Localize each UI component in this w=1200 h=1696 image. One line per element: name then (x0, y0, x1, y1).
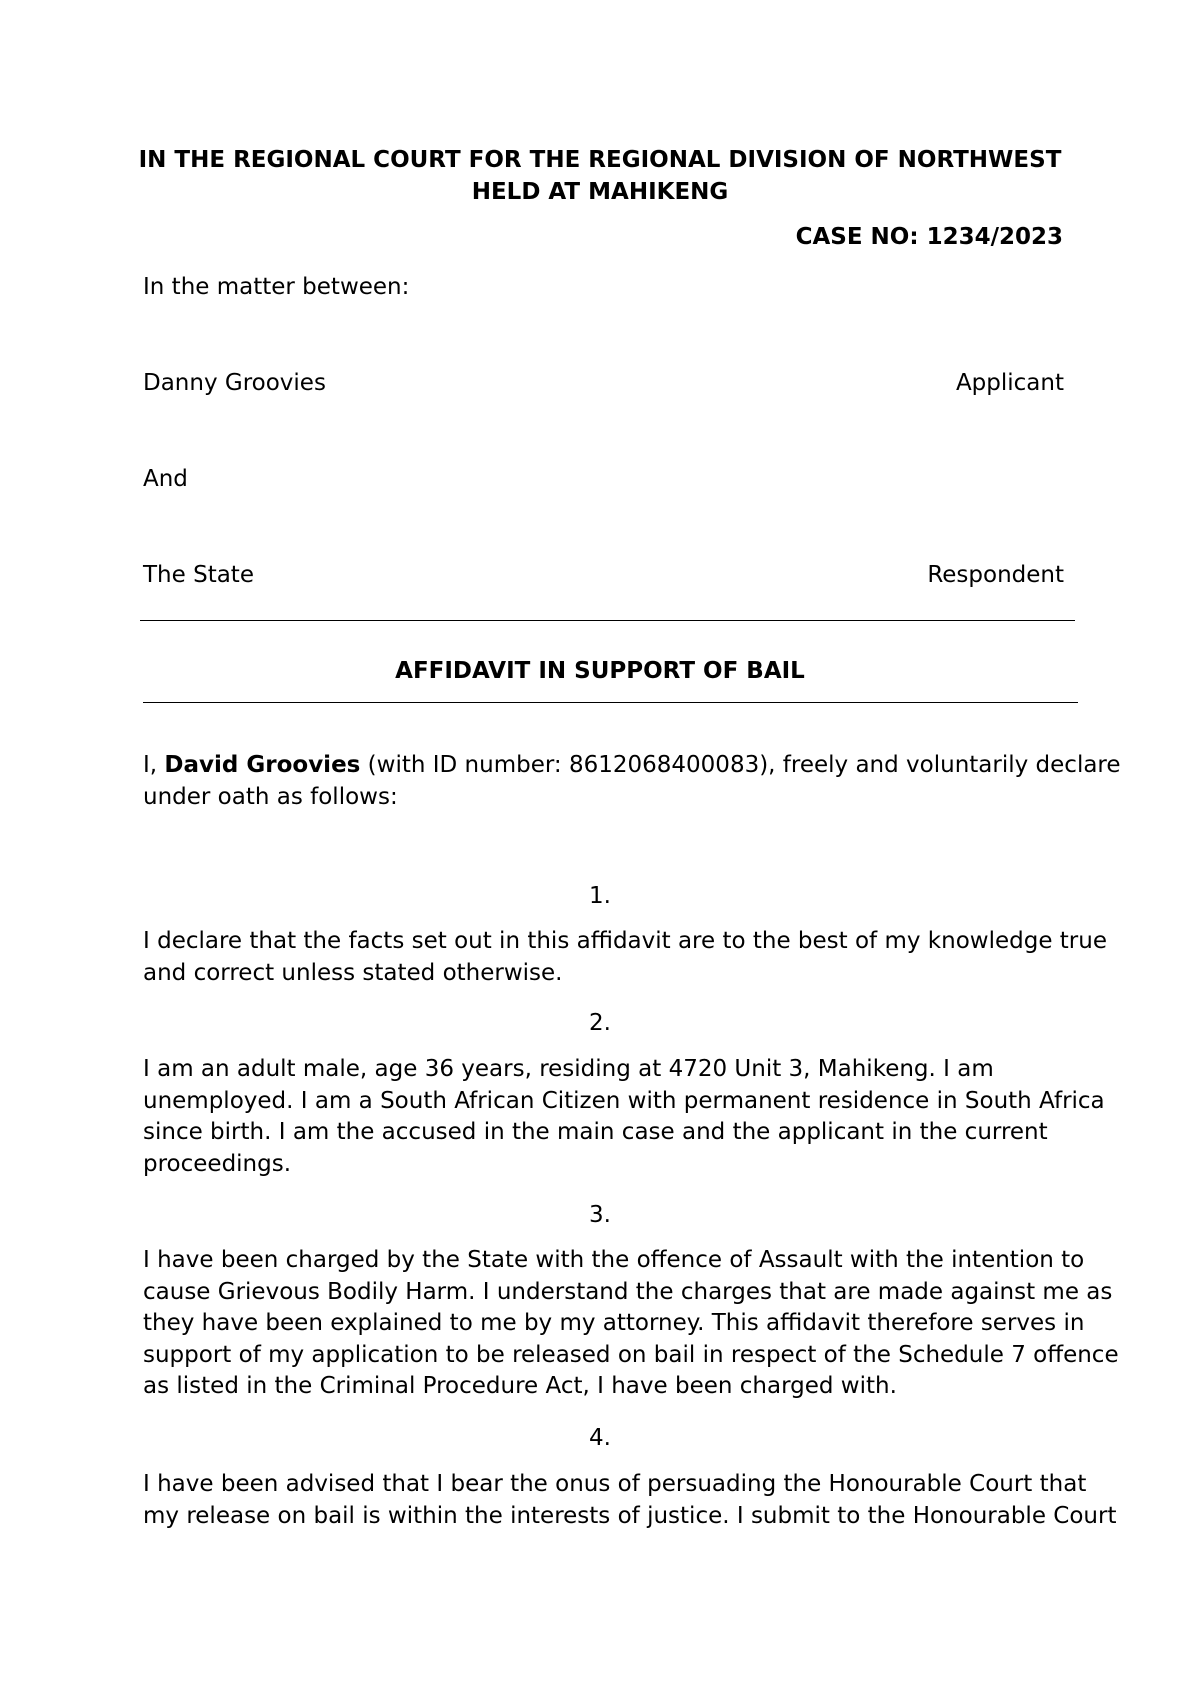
case-number: CASE NO: 1234/2023 (795, 224, 1063, 250)
court-heading-line-2: HELD AT MAHIKENG (471, 179, 729, 205)
paragraph-2-line: unemployed. I am a South African Citizen with permanent residence in South Africa (143, 1087, 1105, 1114)
paragraph-4-line: I have been advised that I bear the onus of persuading the Honourable Court that (143, 1471, 1087, 1497)
divider-top-left (140, 620, 722, 621)
paragraph-4-line: my release on bail is within the interests of justice. I submit to the Honourable Court (143, 1502, 1117, 1529)
paragraph-3-line: as listed in the Criminal Procedure Act, I have been charged with. (143, 1373, 897, 1399)
divider-bottom-left (143, 702, 943, 703)
respondent-role: Respondent (927, 562, 1064, 588)
paragraph-number-1: 1. (589, 883, 611, 909)
applicant-role: Applicant (955, 370, 1064, 396)
paragraph-1 (143, 926, 1107, 989)
paragraph-number-2: 2. (589, 1010, 611, 1036)
court-heading-line-1: IN THE REGIONAL COURT FOR THE REGIONAL DIVISION OF NORTHWEST (138, 147, 1062, 173)
paragraph-3 (143, 1245, 1119, 1403)
matter-intro: In the matter between: (143, 274, 410, 300)
paragraph-4 (143, 1469, 1117, 1532)
divider-top-right (722, 620, 1075, 621)
conjunction-and: And (143, 466, 188, 492)
paragraph-3-line: I have been charged by the State with the offence of Assault with the intention to (143, 1247, 1085, 1273)
declaration-line-2: under oath as follows: (143, 783, 398, 810)
deponent-name: David Groovies (164, 752, 361, 778)
declaration-paragraph (143, 750, 1121, 813)
paragraph-3-line: cause Grievous Bodily Harm. I understand the charges that are made against me as (143, 1278, 1113, 1305)
paragraph-1-line: I declare that the facts set out in this affidavit are to the best of my knowledge true (143, 928, 1107, 954)
paragraph-number-3: 3. (589, 1202, 611, 1228)
paragraph-2 (143, 1054, 1105, 1180)
respondent-name: The State (143, 562, 254, 588)
declaration-prefix: I, (143, 752, 165, 778)
paragraph-2-line: since birth. I am the accused in the main case and the applicant in the current (143, 1119, 1048, 1145)
paragraph-2-line: I am an adult male, age 36 years, residing at 4720 Unit 3, Mahikeng. I am (143, 1056, 994, 1082)
paragraph-2-line: proceedings. (143, 1150, 292, 1177)
declaration-line-1-rest: (with ID number: 8612068400083), freely and voluntarily declare (360, 752, 1121, 778)
paragraph-3-line: they have been explained to me by my attorney. This affidavit therefore serves in (143, 1310, 1085, 1336)
divider-bottom-right (943, 702, 1078, 703)
document-title: AFFIDAVIT IN SUPPORT OF BAIL (395, 658, 805, 684)
applicant-name: Danny Groovies (143, 370, 326, 396)
declaration-line-1 (143, 750, 1121, 782)
paragraph-1-line: and correct unless stated otherwise. (143, 959, 563, 986)
paragraph-number-4: 4. (589, 1425, 611, 1451)
paragraph-3-line: support of my application to be released on bail in respect of the Schedule 7 offence (143, 1341, 1119, 1368)
